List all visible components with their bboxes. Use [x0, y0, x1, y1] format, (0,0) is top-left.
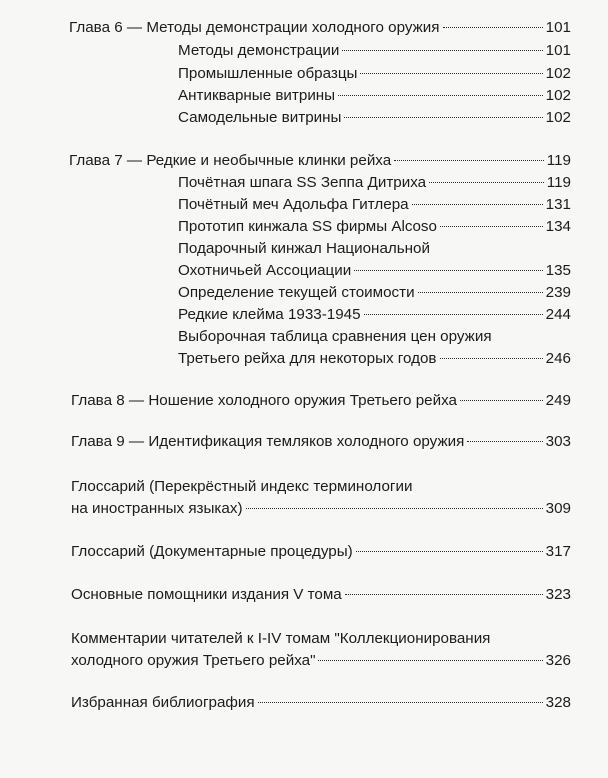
toc-subentry-page: 102 — [545, 87, 571, 104]
dot-leader — [429, 182, 544, 183]
toc-subentry-title: Почётная шпага SS Зеппа Дитриха — [178, 174, 427, 191]
toc-entry-page: 309 — [545, 500, 571, 517]
toc-subentry-page: 119 — [546, 174, 571, 191]
toc-entry-title: Глава 6 — Методы демонстрации холодного оружия — [69, 19, 440, 36]
toc-entry-page: 326 — [545, 652, 571, 669]
toc-subentry[interactable] — [178, 305, 571, 325]
dot-leader — [418, 292, 543, 293]
toc-subentry-page: 101 — [545, 42, 571, 59]
toc-subentry-page: 102 — [545, 65, 571, 82]
toc-entry-title: Глоссарий (Документарные процедуры) — [71, 543, 353, 560]
toc-subentry[interactable] — [178, 41, 571, 61]
dot-leader — [345, 594, 543, 595]
toc-subentry[interactable] — [178, 64, 571, 84]
toc-entry-title: Глава 8 — Ношение холодного оружия Третьего рейха — [71, 392, 457, 409]
toc-subentry-page: 134 — [545, 218, 571, 235]
toc-subentry[interactable] — [178, 283, 571, 303]
dot-leader — [412, 204, 543, 205]
toc-entry-glossary-procedures[interactable] — [71, 542, 571, 562]
toc-subentry-title: Прототип кинжала SS фирмы Alcoso — [178, 218, 437, 235]
toc-subentry[interactable] — [178, 173, 571, 193]
toc-entry-title: Основные помощники издания V тома — [71, 586, 342, 603]
dot-leader — [318, 660, 542, 661]
dot-leader — [246, 508, 543, 509]
toc-subentry-title: Почётный меч Адольфа Гитлера — [178, 196, 409, 213]
dot-leader — [364, 314, 543, 315]
dot-leader — [258, 702, 543, 703]
toc-entry-title-line1: Глоссарий (Перекрёстный индекс терминологии — [71, 478, 413, 495]
toc-entry-glossary-terminology[interactable] — [71, 499, 571, 519]
toc-subentry[interactable] — [178, 217, 571, 237]
toc-entry-page: 328 — [545, 694, 571, 711]
toc-subentry-page: 131 — [545, 196, 571, 213]
toc-entry-title: Избранная библиография — [71, 694, 255, 711]
toc-subentry-title: Методы демонстрации — [178, 42, 340, 59]
toc-subentry[interactable] — [178, 349, 571, 369]
toc-entry-page: 101 — [545, 19, 571, 36]
toc-subentry-title: Редкие клейма 1933-1945 — [178, 306, 361, 323]
toc-entry-page: 303 — [545, 433, 571, 450]
toc-subentry-title: Третьего рейха для некоторых годов — [178, 350, 437, 367]
toc-subentry-page: 244 — [545, 306, 571, 323]
toc-subentry[interactable] — [178, 195, 571, 215]
toc-subentry-page: 135 — [545, 262, 571, 279]
toc-subentry-page: 102 — [545, 109, 571, 126]
toc-subentry[interactable] — [178, 261, 571, 281]
dot-leader — [394, 160, 544, 161]
dot-leader — [356, 551, 543, 552]
toc-subentry-title: Охотничьей Ассоциации — [178, 262, 352, 279]
toc-subentry[interactable] — [178, 108, 571, 128]
toc-subentry[interactable] — [178, 86, 571, 106]
toc-entry-page: 317 — [545, 543, 571, 560]
toc-entry-chapter-8[interactable] — [71, 391, 571, 411]
dot-leader — [360, 73, 542, 74]
toc-entry-chapter-7[interactable] — [69, 151, 571, 171]
dot-leader — [344, 117, 542, 118]
toc-entry-chapter-6[interactable] — [69, 18, 571, 38]
toc-entry-title: холодного оружия Третьего рейха" — [71, 652, 316, 669]
toc-entry-page: 249 — [545, 392, 571, 409]
dot-leader — [460, 400, 543, 401]
dot-leader — [467, 441, 542, 442]
toc-entry-chapter-9[interactable] — [71, 432, 571, 452]
toc-entry-title: Глава 7 — Редкие и необычные клинки рейха — [69, 152, 392, 169]
toc-entry-title-line1: Комментарии читателей к I-IV томам "Коллекционирования — [71, 630, 491, 647]
toc-subentry-title-line1: Выборочная таблица сравнения цен оружия — [178, 328, 492, 345]
dot-leader — [342, 50, 542, 51]
toc-subentry-page: 239 — [545, 284, 571, 301]
toc-subentry-title: Промышленные образцы — [178, 65, 358, 82]
toc-entry-bibliography[interactable] — [71, 693, 571, 713]
toc-subentry-title: Антикварные витрины — [178, 87, 336, 104]
toc-subentry-title: Самодельные витрины — [178, 109, 342, 126]
toc-subentry-title: Определение текущей стоимости — [178, 284, 415, 301]
dot-leader — [443, 27, 543, 28]
toc-entry-title: Глава 9 — Идентификация темляков холодного оружия — [71, 433, 465, 450]
dot-leader — [338, 95, 543, 96]
toc-entry-reader-comments[interactable] — [71, 651, 571, 671]
dot-leader — [354, 270, 542, 271]
toc-subentry-title-line1: Подарочный кинжал Национальной — [178, 240, 430, 257]
dot-leader — [440, 226, 543, 227]
toc-entry-title: на иностранных языках) — [71, 500, 243, 517]
toc-entry-helpers[interactable] — [71, 585, 571, 605]
toc-entry-page: 119 — [546, 152, 571, 169]
toc-subentry-page: 246 — [545, 350, 571, 367]
dot-leader — [440, 358, 543, 359]
toc-entry-page: 323 — [545, 586, 571, 603]
